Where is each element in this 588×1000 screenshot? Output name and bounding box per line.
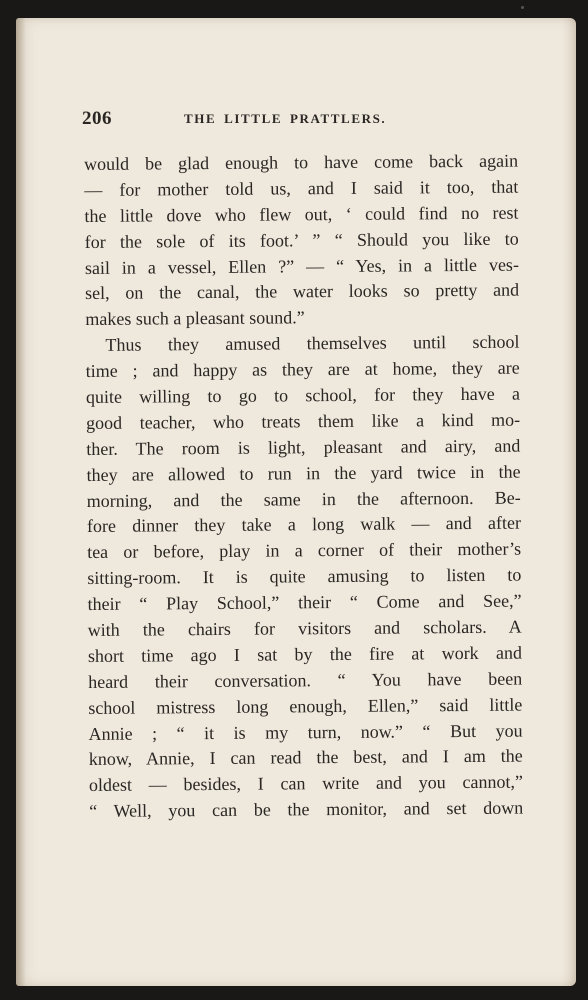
- text-line: the little dove who flew out, ‘ could find no rest: [84, 202, 519, 226]
- text-line: Annie ; “ it is my turn, now.” “ But you: [88, 720, 523, 744]
- text-line: school mistress long enough, Ellen,” said little: [88, 694, 523, 718]
- page-edge-shadow: [562, 18, 576, 986]
- running-head: THE LITTLE PRATTLERS.: [184, 111, 387, 126]
- text-line: short time ago I sat by the fire at work and: [87, 642, 523, 666]
- text-line: sitting-room. It is quite amusing to listen to: [87, 564, 522, 589]
- text-line: would be glad enough to have come back again: [84, 150, 519, 174]
- body-text: [84, 149, 523, 826]
- text-line: Thus they amused themselves until school: [105, 331, 520, 356]
- text-line: know, Annie, I can read the best, and I am the: [88, 746, 523, 770]
- page-header: [82, 108, 522, 138]
- text-line: oldest — besides, I can write and you cannot,”: [88, 771, 524, 796]
- text-line: they are allowed to run in the yard twice in the: [86, 461, 521, 485]
- text-line: heard their conversation. “ You have been: [88, 668, 523, 692]
- text-line: — for mother told us, and I said it too, that: [84, 176, 519, 200]
- text-line: tea or before, play in a corner of their mother’s: [87, 538, 522, 563]
- text-line: sel, on the canal, the water looks so pretty and: [85, 280, 520, 304]
- spine-shadow: [16, 18, 26, 986]
- text-line: fore dinner they take a long walk — and after: [86, 513, 522, 537]
- text-line: time ; and happy as they are at home, they are: [85, 357, 520, 382]
- speck-mark: [521, 6, 524, 9]
- text-line: ther. The room is light, pleasant and airy, and: [86, 435, 521, 459]
- page-number: 206: [82, 108, 112, 129]
- text-line: quite willing to go to school, for they have a: [85, 383, 520, 408]
- text-line: morning, and the same in the afternoon. Be-: [86, 487, 521, 511]
- text-line: for the sole of its foot.’ ” “ Should you like to: [84, 228, 519, 252]
- text-line: good teacher, who treats them like a kind mo-: [86, 409, 521, 433]
- text-line: with the chairs for visitors and scholars. A: [87, 616, 522, 641]
- text-line: their “ Play School,” their “ Come and See,”: [87, 590, 522, 615]
- text-line: “ Well, you can be the monitor, and set down: [89, 797, 524, 822]
- text-line: makes such a pleasant sound.”: [85, 307, 305, 330]
- text-line: sail in a vessel, Ellen ?” — “ Yes, in a little ves-: [84, 254, 519, 278]
